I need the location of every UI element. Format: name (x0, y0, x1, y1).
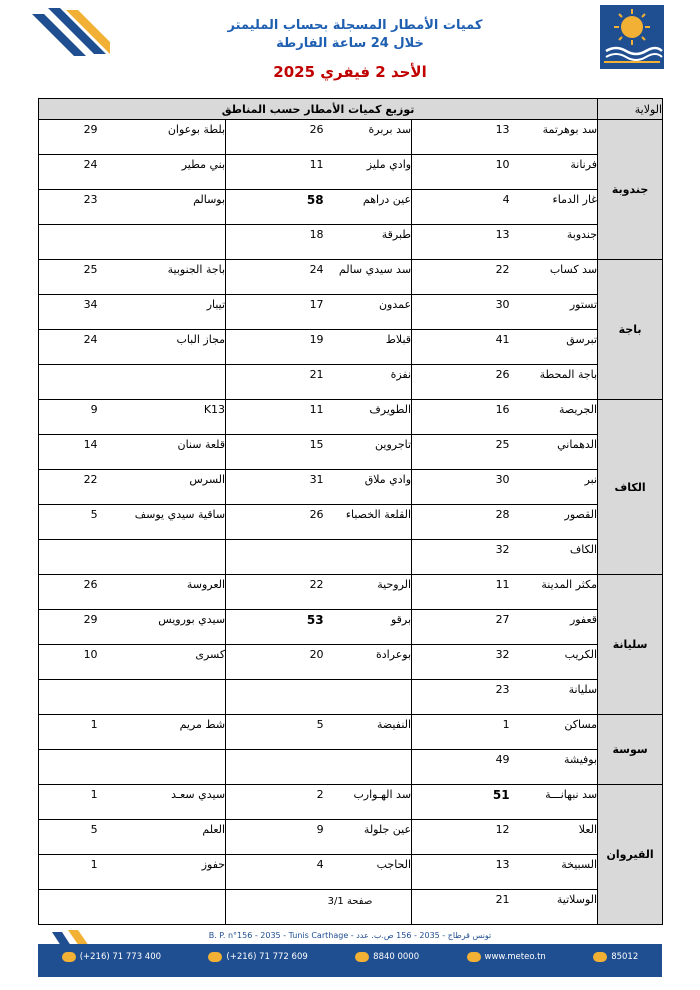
rainfall-value: 51 (412, 785, 510, 820)
station-name: وادي مليز (324, 155, 412, 190)
rainfall-value: 11 (226, 400, 324, 435)
station-name: بني مطير (98, 155, 226, 190)
rainfall-value (39, 365, 98, 400)
table-row (39, 365, 663, 400)
table-row (39, 540, 663, 575)
footer-tel-short (355, 952, 419, 962)
station-name: مساكن (510, 715, 598, 750)
report-subtitle: خلال 24 ساعة الفارطة (276, 36, 424, 51)
rainfall-value: 11 (226, 155, 324, 190)
wilaya-cell: القيروان (598, 785, 663, 925)
rainfall-value: 1 (39, 855, 98, 890)
table-row (39, 785, 663, 820)
station-name: حفوز (98, 855, 226, 890)
wilaya-cell: سوسة (598, 715, 663, 785)
station-name: عمدون (324, 295, 412, 330)
table-row (39, 645, 663, 680)
station-name: فرنانة (510, 155, 598, 190)
station-name: تستور (510, 295, 598, 330)
rainfall-value: 13 (412, 225, 510, 260)
footer-fax (593, 952, 638, 962)
wilaya-cell: جندوبة (598, 120, 663, 260)
rainfall-value: 41 (412, 330, 510, 365)
station-name (98, 365, 226, 400)
table-row (39, 505, 663, 540)
rainfall-value: 10 (412, 155, 510, 190)
station-name: بوسالم (98, 190, 226, 225)
station-name: عين جلولة (324, 820, 412, 855)
rainfall-value: 29 (39, 120, 98, 155)
fax-icon (208, 952, 222, 962)
rainfall-value: 25 (412, 435, 510, 470)
station-name: العلا (510, 820, 598, 855)
table-row (39, 225, 663, 260)
station-name (98, 680, 226, 715)
rainfall-value (226, 680, 324, 715)
station-name: ساقية سيدي يوسف (98, 505, 226, 540)
station-name: بوفيشة (510, 750, 598, 785)
table-row (39, 715, 663, 750)
footer-phone1 (62, 952, 161, 962)
footer-phone2 (208, 952, 307, 962)
brand-stripes-graphic (30, 6, 110, 64)
station-name (324, 750, 412, 785)
station-name: سد بربرة (324, 120, 412, 155)
rainfall-value: 30 (412, 295, 510, 330)
rainfall-value (226, 750, 324, 785)
station-name: سد الهـوارب (324, 785, 412, 820)
table-row (39, 680, 663, 715)
rainfall-value: 2 (226, 785, 324, 820)
table-row (39, 855, 663, 890)
station-name (324, 540, 412, 575)
station-name: الكريب (510, 645, 598, 680)
station-name: الدهماني (510, 435, 598, 470)
rainfall-value: 1 (412, 715, 510, 750)
rainfall-value (39, 890, 98, 925)
station-name: قعفور (510, 610, 598, 645)
footer-phone1-text: (+216) 71 773 400 (79, 952, 162, 962)
table-row (39, 890, 663, 925)
station-name: الحاجب (324, 855, 412, 890)
report-title: كميات الأمطار المسجلة بحساب المليمتر (227, 18, 483, 33)
table-row (39, 260, 663, 295)
rainfall-value (39, 680, 98, 715)
station-name: سيدي سعـد (98, 785, 226, 820)
rainfall-value: 4 (226, 855, 324, 890)
station-name: سد بوهرتمة (510, 120, 598, 155)
sms-icon (593, 952, 607, 962)
rainfall-value: 21 (412, 890, 510, 925)
rainfall-value: 26 (39, 575, 98, 610)
globe-icon (467, 952, 481, 962)
station-name: طبرقة (324, 225, 412, 260)
rainfall-value: 22 (226, 575, 324, 610)
wilaya-cell: الكاف (598, 400, 663, 575)
station-name: مجاز الباب (98, 330, 226, 365)
station-name: كسرى (98, 645, 226, 680)
page-number: صفحة 3/1 (327, 896, 373, 907)
rainfall-value: 1 (39, 715, 98, 750)
station-name: القصور (510, 505, 598, 540)
rainfall-value (39, 225, 98, 260)
rainfall-value: 17 (226, 295, 324, 330)
rainfall-value: 26 (226, 120, 324, 155)
station-name: بوعرادة (324, 645, 412, 680)
station-name: K13 (98, 400, 226, 435)
column-header-distribution: توزيع كميات الأمطار حسب المناطق (39, 99, 598, 120)
rainfall-value: 1 (39, 785, 98, 820)
table-row (39, 295, 663, 330)
rainfall-value: 25 (39, 260, 98, 295)
station-name: العروسة (98, 575, 226, 610)
rainfall-value: 32 (412, 540, 510, 575)
station-name: قلعة سنان (98, 435, 226, 470)
station-name (324, 680, 412, 715)
rainfall-value: 28 (412, 505, 510, 540)
station-name: قبلاط (324, 330, 412, 365)
rainfall-value (226, 540, 324, 575)
station-name (98, 890, 226, 925)
station-name: سد نبهانـــة (510, 785, 598, 820)
rainfall-value: 49 (412, 750, 510, 785)
rainfall-value: 24 (226, 260, 324, 295)
rainfall-value (39, 540, 98, 575)
rainfall-value: 12 (412, 820, 510, 855)
table-row (39, 190, 663, 225)
station-name: تاجروين (324, 435, 412, 470)
station-name (98, 225, 226, 260)
rainfall-value: 13 (412, 855, 510, 890)
table-row (39, 120, 663, 155)
station-name (98, 540, 226, 575)
footer-website[interactable] (467, 952, 546, 962)
station-name: بلطة بوعوان (98, 120, 226, 155)
rainfall-value: 14 (39, 435, 98, 470)
station-name: النفيضة (324, 715, 412, 750)
station-name: الجريصة (510, 400, 598, 435)
wilaya-cell: سليانة (598, 575, 663, 715)
station-name: تبرسق (510, 330, 598, 365)
footer-contacts (38, 952, 662, 962)
rainfall-value: 53 (226, 610, 324, 645)
rainfall-value: 21 (226, 365, 324, 400)
rainfall-value (226, 890, 324, 925)
station-name: باجة المحطة (510, 365, 598, 400)
rainfall-value: 26 (226, 505, 324, 540)
rainfall-value: 30 (412, 470, 510, 505)
station-name: نفزة (324, 365, 412, 400)
station-name: السبيخة (510, 855, 598, 890)
station-name: شط مريم (98, 715, 226, 750)
rainfall-value: 10 (39, 645, 98, 680)
rainfall-value: 9 (226, 820, 324, 855)
table-row (39, 820, 663, 855)
station-name: باجة الجنوبية (98, 260, 226, 295)
station-name: تيبار (98, 295, 226, 330)
rainfall-value: 5 (226, 715, 324, 750)
rainfall-value: 32 (412, 645, 510, 680)
rainfall-value: 19 (226, 330, 324, 365)
rainfall-value: 23 (39, 190, 98, 225)
table-row (39, 330, 663, 365)
rainfall-value: 29 (39, 610, 98, 645)
rainfall-value: 13 (412, 120, 510, 155)
station-name: سليانة (510, 680, 598, 715)
rainfall-value: 16 (412, 400, 510, 435)
footer-address: B. P. n°156 - 2035 - Tunis Carthage - تونس قرطاج - 2035 - 156 ص.ب. عدد (208, 931, 492, 940)
call-center-icon (355, 952, 369, 962)
report-date: الأحد 2 فيفري 2025 (273, 63, 427, 81)
table-row (39, 750, 663, 785)
wilaya-cell: باجة (598, 260, 663, 400)
station-name: وادي ملاق (324, 470, 412, 505)
station-name: العلم (98, 820, 226, 855)
table-row (39, 435, 663, 470)
station-name: السرس (98, 470, 226, 505)
table-row (39, 155, 663, 190)
rainfall-value: 9 (39, 400, 98, 435)
rainfall-value: 27 (412, 610, 510, 645)
rainfall-value: 26 (412, 365, 510, 400)
table-row (39, 575, 663, 610)
station-name: عين دراهم (324, 190, 412, 225)
rainfall-value (39, 750, 98, 785)
rainfall-value: 24 (39, 155, 98, 190)
rainfall-value: 31 (226, 470, 324, 505)
footer-website-text[interactable]: www.meteo.tn (484, 952, 546, 962)
rainfall-value: 18 (226, 225, 324, 260)
rainfall-value: 5 (39, 820, 98, 855)
station-name: برقو (324, 610, 412, 645)
station-name: غار الدماء (510, 190, 598, 225)
rainfall-value: 15 (226, 435, 324, 470)
footer-fax-text: 85012 (611, 952, 639, 962)
rainfall-value: 5 (39, 505, 98, 540)
table-row (39, 400, 663, 435)
rainfall-value: 58 (226, 190, 324, 225)
phone-icon (62, 952, 76, 962)
rainfall-value: 23 (412, 680, 510, 715)
station-name: مكثر المدينة (510, 575, 598, 610)
rainfall-value: 34 (39, 295, 98, 330)
rainfall-value: 24 (39, 330, 98, 365)
rainfall-value: 20 (226, 645, 324, 680)
station-name: نبر (510, 470, 598, 505)
page-footer (38, 930, 662, 977)
rainfall-value: 4 (412, 190, 510, 225)
station-name: سد كساب (510, 260, 598, 295)
rainfall-value: 22 (39, 470, 98, 505)
footer-phone2-text: (+216) 71 772 609 (226, 952, 308, 962)
rainfall-value: 22 (412, 260, 510, 295)
table-row (39, 610, 663, 645)
station-name (324, 890, 412, 925)
station-name: سد سيدي سالم (324, 260, 412, 295)
footer-tel-short-text: 8840 0000 (373, 952, 420, 962)
rainfall-value: 11 (412, 575, 510, 610)
station-name (98, 750, 226, 785)
station-name: جندوبة (510, 225, 598, 260)
station-name: سيدي بورويس (98, 610, 226, 645)
table-row (39, 470, 663, 505)
station-name: الروحية (324, 575, 412, 610)
station-name: القلعة الخصباء (324, 505, 412, 540)
station-name: الطويرف (324, 400, 412, 435)
column-header-wilaya: الولاية (598, 99, 663, 120)
station-name: الكاف (510, 540, 598, 575)
station-name: الوسلاتية (510, 890, 598, 925)
rainfall-table (38, 98, 663, 925)
